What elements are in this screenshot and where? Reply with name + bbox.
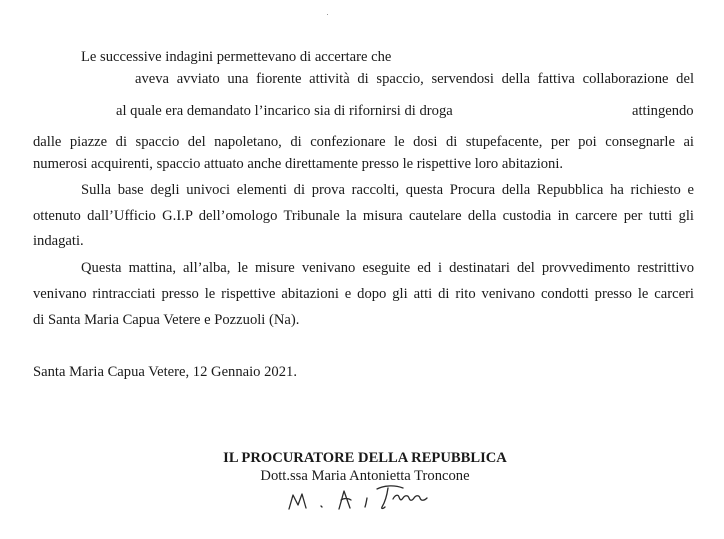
paragraph-1-line-1: Le successive indagini permettevano di accertare che (81, 49, 392, 65)
paragraph-3-line-2: venivano rintracciati presso le rispettive abitazioni e dopo gli atti di rito venivano condotti presso le carceri (33, 286, 694, 302)
scan-speck (327, 14, 328, 15)
signature-comma (365, 498, 367, 507)
signature-stroke-a (339, 491, 351, 509)
signature-stroke-m (289, 494, 306, 509)
signatory-title: IL PROCURATORE DELLA REPUBBLICA (223, 450, 507, 466)
paragraph-2-line-2: ottenuto dall’Ufficio G.I.P dell’omologo Tribunale la misura cautelare della custodia in carcere per tutti gli (33, 208, 694, 224)
paragraph-3-line-1: Questa mattina, all’alba, le misure venivano eseguite ed i destinatari del provvedimento restrittivo (81, 260, 694, 276)
paragraph-1-line-4: dalle piazze di spaccio del napoletano, di confezionare le dosi di stupefacente, per poi consegnarle ai (33, 134, 694, 150)
signature-stroke-tail (393, 495, 427, 500)
paragraph-3-line-3: di Santa Maria Capua Vetere e Pozzuoli (Na). (33, 312, 300, 328)
paragraph-1-line-5: numerosi acquirenti, spaccio attuato anche direttamente presso le rispettive loro abitazioni. (33, 156, 564, 172)
paragraph-1-line-3-end: attingendo (632, 103, 694, 119)
signatory-name: Dott.ssa Maria Antonietta Troncone (260, 468, 470, 484)
place-date: Santa Maria Capua Vetere, 12 Gennaio 2021. (33, 364, 297, 380)
paragraph-1-line-3-start: al quale era demandato l’incarico sia di rifornirsi di droga (116, 103, 453, 119)
paragraph-2-line-3: indagati. (33, 233, 84, 249)
paragraph-2-line-1: Sulla base degli univoci elementi di prova raccolti, questa Procura della Repubblica ha richiesto e (81, 182, 694, 198)
handwritten-signature (285, 483, 455, 523)
paragraph-1-line-2: aveva avviato una fiorente attività di spaccio, servendosi della fattiva collaborazione del (135, 71, 694, 87)
signature-dot-1 (321, 506, 322, 507)
